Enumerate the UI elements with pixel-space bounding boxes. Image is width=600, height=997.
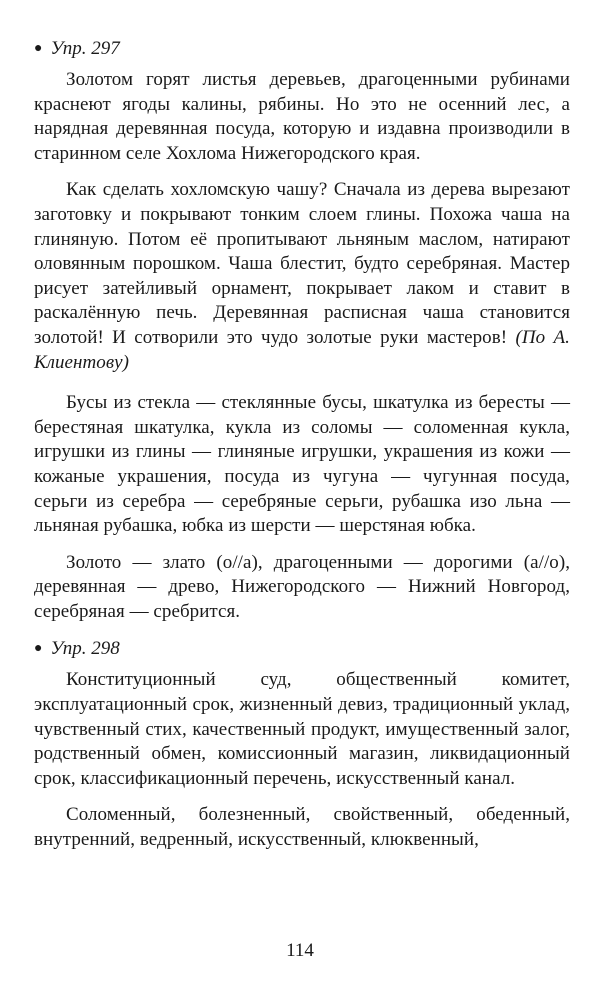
exercise-paragraph: Золотом горят листья деревьев, драгоценными рубинами краснеют ягоды калины, рябины. Но это не осенний лес, а нарядная деревянная посуда, которую и издавна производили в старинном селе Хохлома Нижегородского края. xyxy=(34,69,570,164)
exercise-title: Упр. 298 xyxy=(50,638,120,660)
exercise-297 xyxy=(34,38,570,624)
exercise-paragraph xyxy=(34,178,570,375)
exercise-paragraph: Бусы из стекла — стеклянные бусы, шкатулка из бересты — берестяная шкатулка, кукла из соломы — соломенная кукла, игрушки из глины — глиняные игрушки, украшения из кожи — кожаные украшения, посуда из чугуна — чугунная посуда, серьги из серебра — серебряные серьги, рубашка изо льна — льняная рубашка, юбка из шерсти — шерстяная юбка. xyxy=(34,392,570,537)
exercise-heading xyxy=(34,638,570,660)
exercise-title: Упр. 297 xyxy=(50,38,120,59)
exercise-paragraph: Золото — злато (о//а), драгоценными — дорогими (а//о), деревянная — древо, Нижегородского — Нижний Новгород, серебряная — сребрится. xyxy=(34,551,570,622)
bullet-icon: ● xyxy=(34,41,43,56)
bullet-icon: ● xyxy=(34,641,43,657)
exercise-heading xyxy=(34,38,570,60)
exercise-paragraph: Соломенный, болезненный, свойственный, обеденный, внутренний, ведренный, искусственный, клюквенный, xyxy=(34,804,570,851)
exercise-298 xyxy=(34,638,570,852)
page-content xyxy=(34,38,570,867)
exercise-paragraph: Конституционный суд, общественный комитет, эксплуатационный срок, жизненный девиз, традиционный уклад, чувственный стих, качественный продукт, имущественный залог, родственный обмен, комиссионный магазин, ликвидационный срок, классификационный перечень, искусственный канал. xyxy=(34,669,570,789)
page-number: 114 xyxy=(286,940,314,961)
source-citation: (По А. Клиентову) xyxy=(34,326,570,373)
paragraph-text: Как сделать хохломскую чашу? Сначала из дерева вырезают заготовку и покрывают тонким слоем глины. Похожа чаша на глиняную. Потом её пропитывают льняным маслом, натирают оловянным порошком. Чаша блестит, будто серебряная. Мастер рисует затейливый орнамент, покрывает лаком и ставит в раскалённую печь. Деревянная расписная чаша становится золотой! И сотворили это чудо золотые руки мастеров! xyxy=(34,179,570,348)
